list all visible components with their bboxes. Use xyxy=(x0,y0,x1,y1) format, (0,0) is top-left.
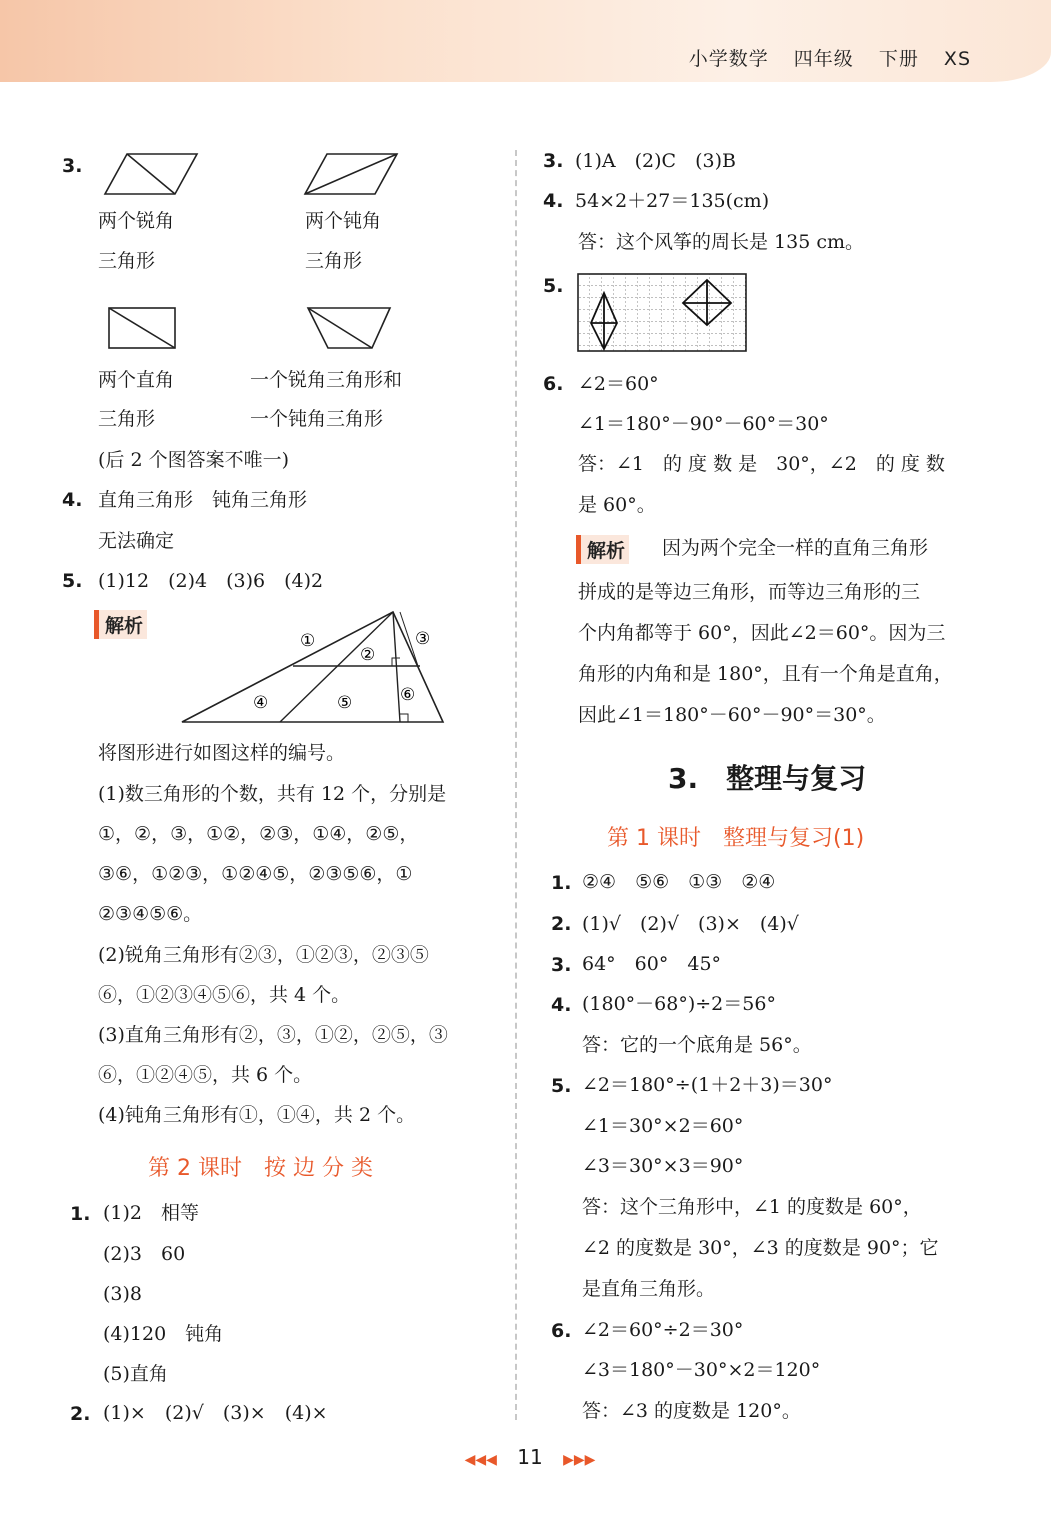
r5-line-0: ∠2＝180°÷(1＋2＋3)＝30° xyxy=(582,1074,833,1096)
l-q5-number: 5. xyxy=(62,570,83,592)
r-q4-line2: 答：这个风筝的周长是 135 cm。 xyxy=(578,231,865,253)
r-q6-explain-0: 因为两个完全一样的直角三角形 xyxy=(662,537,929,559)
header-subject: 小学数学 xyxy=(688,48,769,70)
l2-q2-line: (1)× (2)√ (3)× (4)× xyxy=(103,1402,328,1424)
fig-label-2: ② xyxy=(360,645,376,665)
r-q3-line: (1)A (2)C (3)B xyxy=(575,150,736,172)
r6-number: 6. xyxy=(551,1320,572,1342)
page-number: 11 xyxy=(517,1445,543,1469)
r-q6-line-1: ∠1＝180°－90°－60°＝30° xyxy=(578,413,829,435)
fig-label-6: ⑥ xyxy=(400,685,416,705)
l-q3-fig3-label1: 两个直角 xyxy=(98,369,175,391)
parallelogram-fig1 xyxy=(105,152,200,196)
r5-line-4: ∠2 的度数是 30°，∠3 的度数是 90°；它 xyxy=(582,1237,939,1259)
column-divider xyxy=(515,150,517,1420)
r5-line-1: ∠1＝30°×2＝60° xyxy=(582,1115,744,1137)
prev-arrows-icon: ◀◀◀ xyxy=(464,1452,497,1468)
l-q5-line-2: ①，②，③，①②，②③，①④，②⑤， xyxy=(98,823,419,845)
l-q5-line-8: ⑥，①②④⑤，共 6 个。 xyxy=(98,1064,313,1086)
next-arrows-icon: ▶▶▶ xyxy=(563,1452,596,1468)
l-q5-line-4: ②③④⑤⑥。 xyxy=(98,903,203,925)
lesson2-title: 第 2 课时 按 边 分 类 xyxy=(148,1156,373,1181)
l-q5-analysis-tag: 解析 xyxy=(94,610,147,639)
fig-label-1: ① xyxy=(300,631,316,651)
fig-label-5: ⑤ xyxy=(337,693,353,713)
l2-q1-number: 1. xyxy=(70,1203,91,1225)
header-volume: 下册 xyxy=(878,48,919,70)
r-q5-number: 5. xyxy=(543,275,564,297)
r4-line1: (180°－68°)÷2＝56° xyxy=(582,993,776,1015)
r3-line: 64° 60° 45° xyxy=(582,953,722,975)
r-q6-line-2: 答：∠1 的 度 数 是 30°，∠2 的 度 数 xyxy=(578,453,945,475)
l-q3-fig2-label2: 三角形 xyxy=(305,250,363,272)
grid-kite-figure xyxy=(577,273,749,353)
l-q3-fig3-label2: 三角形 xyxy=(98,408,156,430)
l2-q1-line-4: (5)直角 xyxy=(103,1363,168,1385)
l-q4-line1: 直角三角形 钝角三角形 xyxy=(98,489,308,511)
l-q3-fig1-label2: 三角形 xyxy=(98,250,156,272)
header-info xyxy=(671,44,971,71)
r-q4-number: 4. xyxy=(543,190,564,212)
r-q6-explain-2: 个内角都等于 60°，因此∠2＝60°。因为三 xyxy=(578,622,946,644)
r4-number: 4. xyxy=(551,994,572,1016)
l-q5-line-6: ⑥，①②③④⑤⑥，共 4 个。 xyxy=(98,984,351,1006)
r4-line2: 答：它的一个底角是 56°。 xyxy=(582,1034,812,1056)
r-q6-explain-4: 因此∠1＝180°－60°－90°＝30°。 xyxy=(578,704,886,726)
l-q5-line-0: 将图形进行如图这样的编号。 xyxy=(98,742,346,764)
l-q5-line-5: (2)锐角三角形有②③，①②③，②③⑤ xyxy=(98,944,429,966)
l2-q1-line-2: (3)8 xyxy=(103,1283,143,1305)
l-q3-fig4-label2: 一个钝角三角形 xyxy=(250,408,384,430)
page-footer xyxy=(445,1445,615,1469)
r1-line: ②④ ⑤⑥ ①③ ②④ xyxy=(582,871,776,893)
l-q3-number: 3. xyxy=(62,155,83,177)
fig-label-4: ④ xyxy=(253,693,269,713)
l-q5-line-9: (4)钝角三角形有①，①④，共 2 个。 xyxy=(98,1104,416,1126)
parallelogram-fig2 xyxy=(305,152,400,196)
header-grade: 四年级 xyxy=(793,48,854,70)
r1-number: 1. xyxy=(551,872,572,894)
l2-q1-line-0: (1)2 相等 xyxy=(103,1202,200,1224)
r-q4-line1: 54×2＋27＝135(cm) xyxy=(575,190,770,212)
r-q3-number: 3. xyxy=(543,150,564,172)
r-q6-number: 6. xyxy=(543,373,564,395)
r-q6-explain-3: 角形的内角和是 180°，且有一个角是直角， xyxy=(578,663,953,685)
l-q3-fig4-label1: 一个锐角三角形和 xyxy=(250,369,403,391)
l-q5-line-3: ③⑥，①②③，①②④⑤，②③⑤⑥，① xyxy=(98,863,413,885)
l-q4-line2: 无法确定 xyxy=(98,530,175,552)
l-q5-line-7: (3)直角三角形有②，③，①②，②⑤，③ xyxy=(98,1024,448,1046)
l-q4-number: 4. xyxy=(62,489,83,511)
r-q6-analysis-tag: 解析 xyxy=(576,535,629,564)
r5-line-2: ∠3＝30°×3＝90° xyxy=(582,1155,744,1177)
fig-label-3: ③ xyxy=(415,629,431,649)
r6-line-1: ∠3＝180°－30°×2＝120° xyxy=(582,1359,821,1381)
r-q6-explain-1: 拼成的是等边三角形，而等边三角形的三 xyxy=(578,581,921,603)
rectangle-fig3 xyxy=(108,306,178,350)
l2-q1-line-1: (2)3 60 xyxy=(103,1243,186,1265)
l2-q2-number: 2. xyxy=(70,1403,91,1425)
l-q5-line-1: (1)数三角形的个数，共有 12 个，分别是 xyxy=(98,783,447,805)
r5-line-3: 答：这个三角形中，∠1 的度数是 60°， xyxy=(582,1196,922,1218)
l-q3-fig2-label1: 两个钝角 xyxy=(305,210,382,232)
l2-q1-line-3: (4)120 钝角 xyxy=(103,1323,224,1345)
header-edition: XS xyxy=(943,48,971,70)
l-q3-fig1-label1: 两个锐角 xyxy=(98,210,175,232)
section-title: 3. 整理与复习 xyxy=(668,762,867,795)
r-q6-line-3: 是 60°。 xyxy=(578,494,656,516)
trapezoid-fig4 xyxy=(308,306,393,350)
r6-line-2: 答：∠3 的度数是 120°。 xyxy=(582,1400,801,1422)
r3-number: 3. xyxy=(551,954,572,976)
r6-line-0: ∠2＝60°÷2＝30° xyxy=(582,1319,744,1341)
r2-number: 2. xyxy=(551,913,572,935)
l-q5-answer: (1)12 (2)4 (3)6 (4)2 xyxy=(98,570,324,592)
r2-line: (1)√ (2)√ (3)× (4)√ xyxy=(582,913,799,935)
triangle-analysis-figure xyxy=(180,610,448,726)
lesson1-title: 第 1 课时 整理与复习(1) xyxy=(607,826,865,851)
r5-line-5: 是直角三角形。 xyxy=(582,1278,716,1300)
r-q6-line-0: ∠2＝60° xyxy=(578,373,659,395)
r5-number: 5. xyxy=(551,1075,572,1097)
l-q3-note: (后 2 个图答案不唯一) xyxy=(98,449,289,471)
